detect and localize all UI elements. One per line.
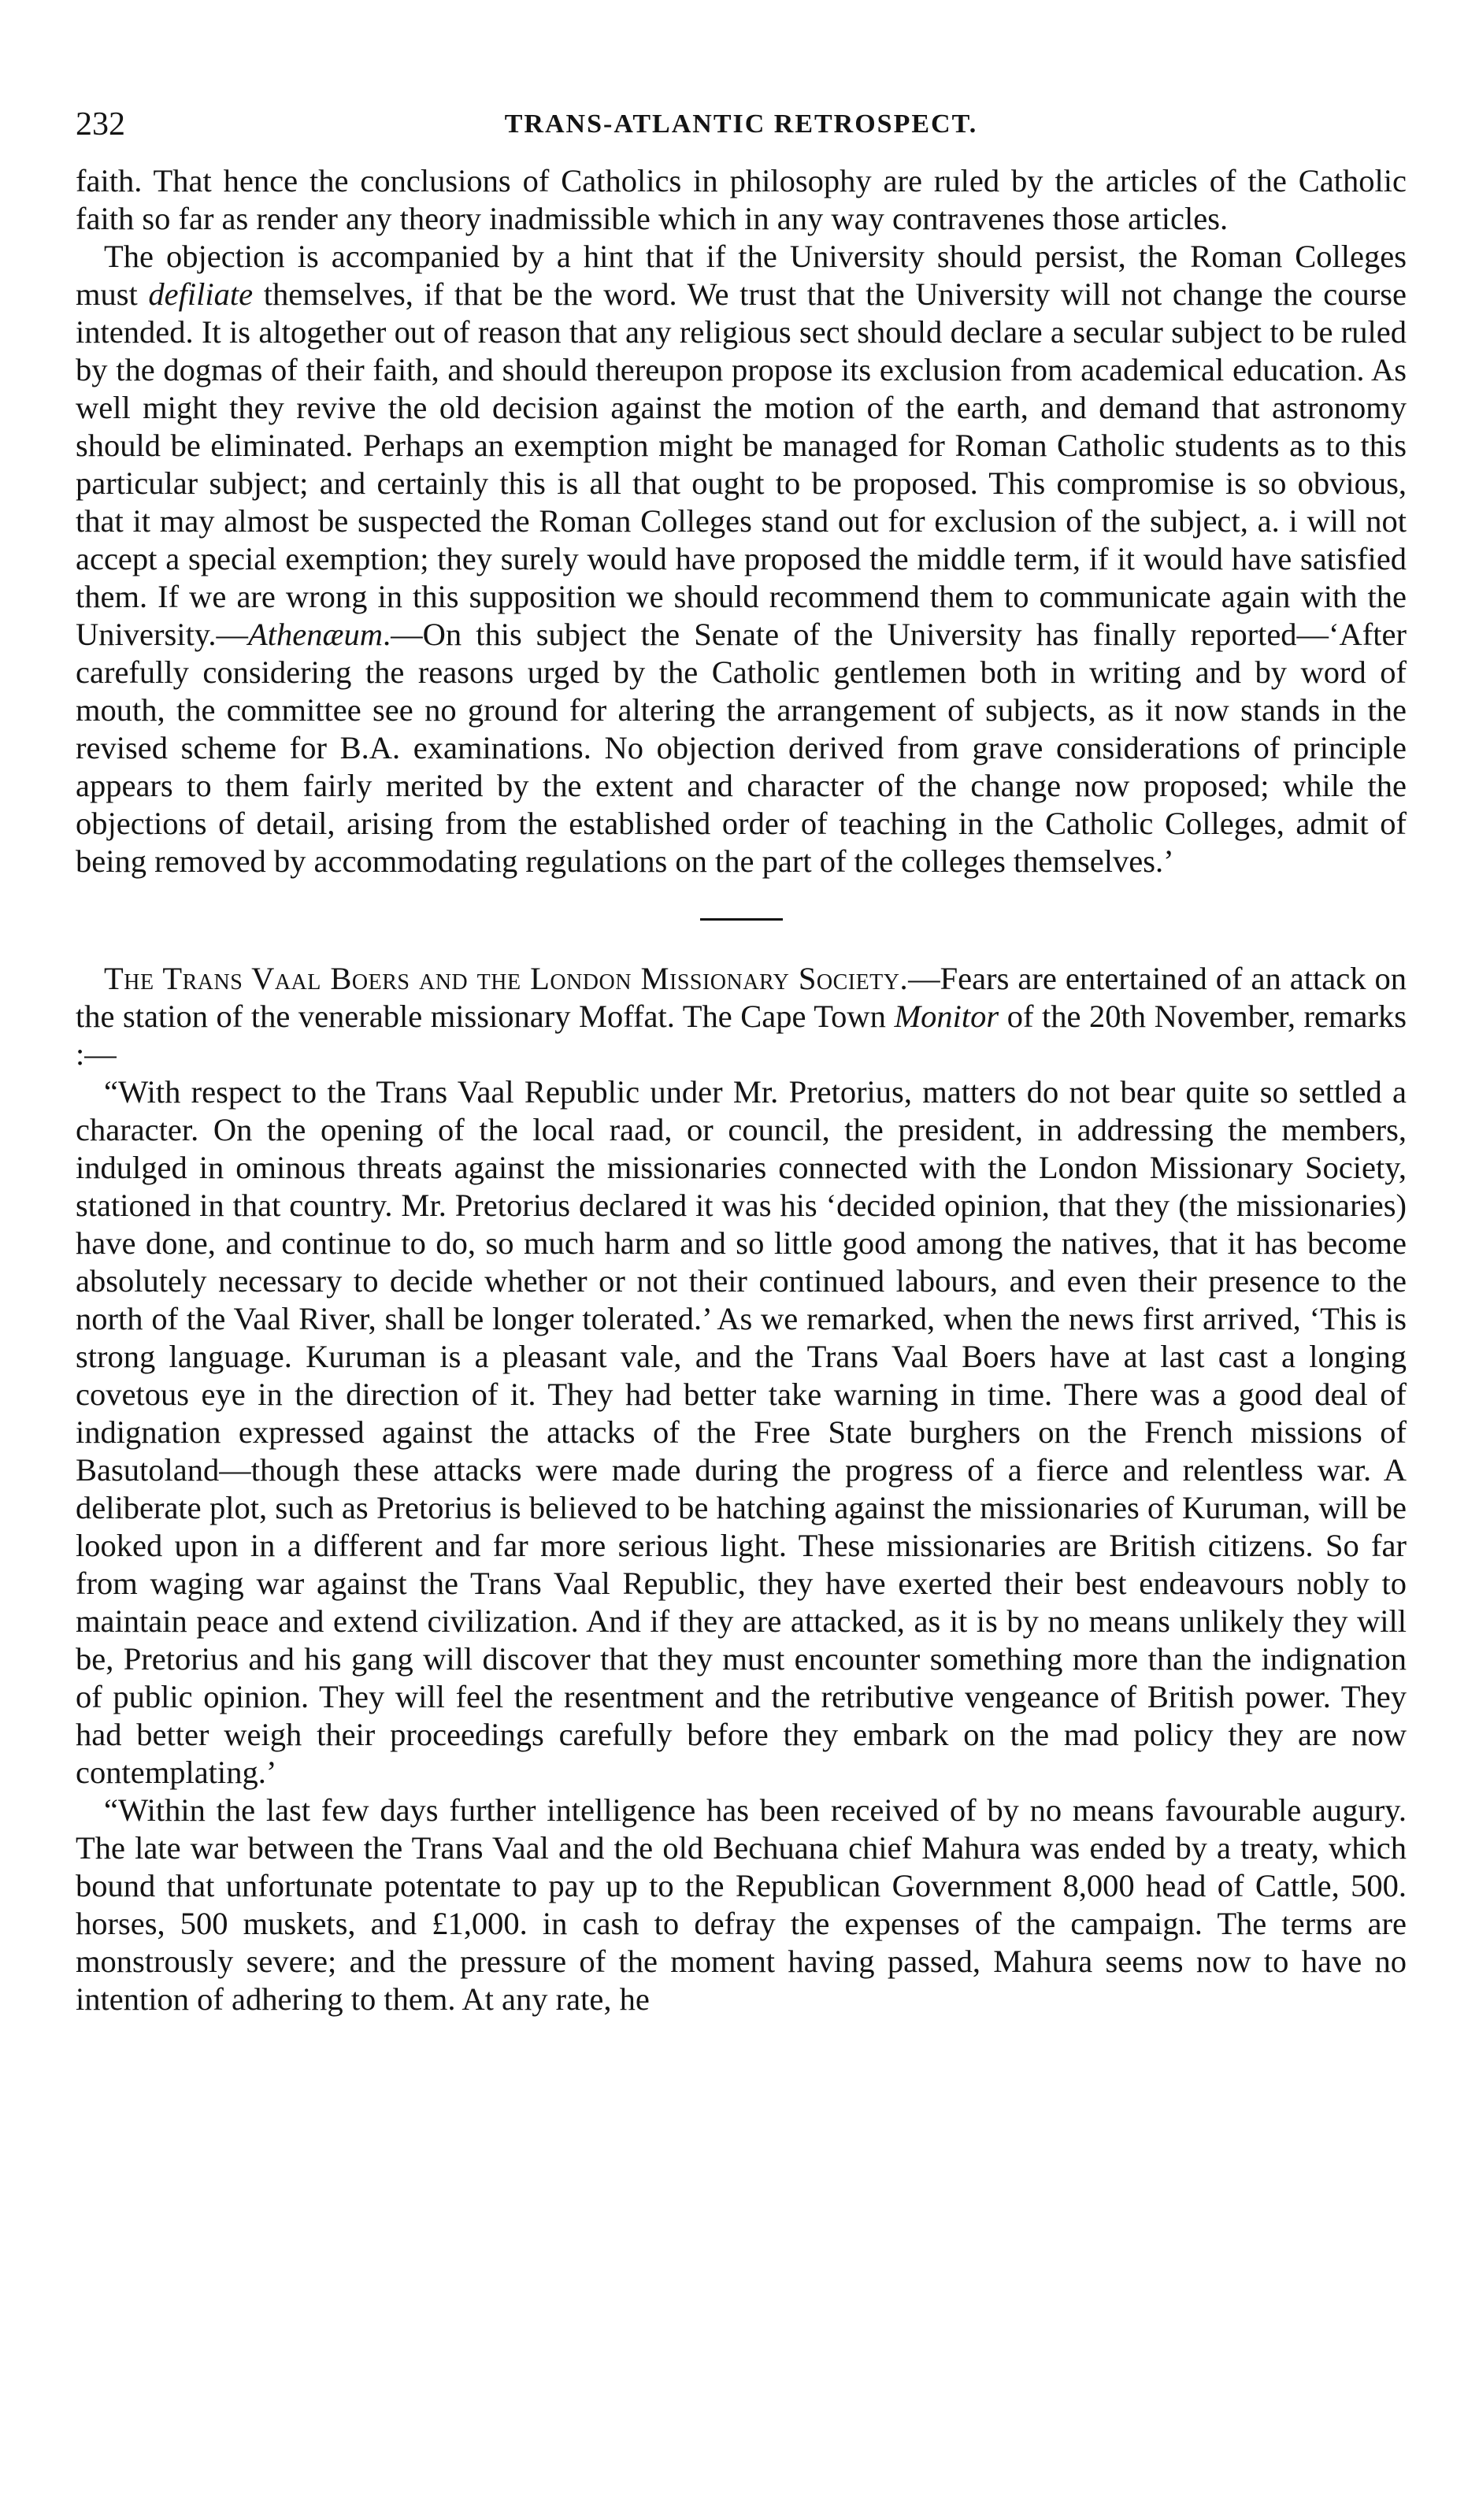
article-2-paragraph-1-text-a: —Fears are entertained of an attack on the station of the venerable missionary Moffat. The Cape Town [76,961,1407,1034]
athenaeum-citation: Athenæum [247,617,383,652]
section-divider [700,918,783,921]
monitor-newspaper-title: Monitor [894,999,999,1034]
article-1-paragraph-2-text-b: themselves, if that be the word. We trust that the University will not change the course intended. It is altogether out of reason that any religious sect should declare a secular subject to be ruled by the dogmas of their faith, and should thereupon propose its exclusion from academical education. As well might they revive the old decision against the motion of the earth, and demand that astronomy should be eliminated. Perhaps an exemption might be managed for Roman Catholic students as to this particular subject; and certainly this is all that ought to be proposed. This compromise is so obvious, that it may almost be suspected the Roman Colleges stand out for exclusion of the subject, a. i will not accept a special exemption; they surely would have proposed the middle term, if it would have satisfied them. If we are wrong in this supposition we should recommend them to communicate again with the University.— [76,276,1407,652]
article-1-paragraph-1: faith. That hence the conclusions of Catholics in philosophy are ruled by the articles of the Catholic faith so far as render any theory inadmissible which in any way contravenes those articles. [76,163,1407,236]
article-2-quote-paragraph-1: “With respect to the Trans Vaal Republic under Mr. Pretorius, matters do not bear quite so settled a character. On the opening of the local raad, or council, the president, in addressing the members, indulged in ominous threats against the missionaries connected with the London Missionary Society, stationed in that country. Mr. Pretorius declared it was his ‘decided opinion, that they (the missionaries) have done, and continue to do, so much harm and so little good among the natives, that it has become absolutely necessary to decide whether or not their continued labours, and even their presence to the north of the Vaal River, shall be longer tolerated.’ As we remarked, when the news first arrived, ‘This is strong language. Kuruman is a pleasant vale, and the Trans Vaal Boers have at last cast a longing covetous eye in the direction of it. They had better take warning in time. There was a good deal of indignation expressed against the attacks of the Free State burghers on the French missions of Basutoland—though these attacks were made during the progress of a fierce and relentless war. A deliberate plot, such as Pretorius is believed to be hatching against the missionaries of Kuruman, will be looked upon in a different and far more serious light. These missionaries are British citizens. So far from waging war against the Trans Vaal Republic, they have exerted their best endeavours nobly to maintain peace and extend civilization. And if they are attacked, as it is by no means unlikely they will be, Pretorius and his gang will discover that they must encounter something more than the indignation of public opinion. They will feel the resentment and the retributive vengeance of British power. They had better weigh their proceedings carefully before they embark on the mad policy they are now contemplating.’ [76,1074,1407,1790]
article-2-heading: The Trans Vaal Boers and the London Missionary Society. [104,961,909,996]
page [76,101,1407,2018]
article-2-paragraph-1 [76,960,1407,1073]
article-1-paragraph-2 [76,238,1407,880]
article-1-paragraph-2-text-a: The objection is accompanied by a hint that if the University should persist, the Roman Colleges must [76,239,1407,312]
running-head [76,101,1407,148]
article-1-paragraph-2-text-c: .—On this subject the Senate of the University has finally reported—‘After carefully considering the reasons urged by the Catholic gentlemen both in writing and by word of mouth, the committee see no ground for altering the arrangement of subjects, as it now stands in the revised scheme for B.A. examinations. No objection derived from grave considerations of principle appears to them fairly merited by the extent and character of the change now proposed; while the objections of detail, arising from the established order of teaching in the Catholic Colleges, admit of being removed by accommodating regulations on the part of the colleges themselves.’ [76,617,1407,879]
body-text [76,162,1407,2018]
article-2-quote-paragraph-2: “Within the last few days further intelligence has been received of by no means favourable augury. The late war between the Trans Vaal and the old Bechuana chief Mahura was ended by a treaty, which bound that unfortunate potentate to pay up to the Republican Government 8,000 head of Cattle, 500. horses, 500 muskets, and £1,000. in cash to defray the expenses of the campaign. The terms are monstrously severe; and the pressure of the moment having passed, Mahura seems now to have no intention of adhering to them. At any rate, he [76,1792,1407,2017]
article-2-paragraph-1-text-b: of the 20th November, remarks :— [76,999,1407,1072]
page-number: 232 [76,106,125,143]
running-title: TRANS-ATLANTIC RETROSPECT. [504,109,978,139]
article-1-italic-word: defiliate [148,276,254,312]
